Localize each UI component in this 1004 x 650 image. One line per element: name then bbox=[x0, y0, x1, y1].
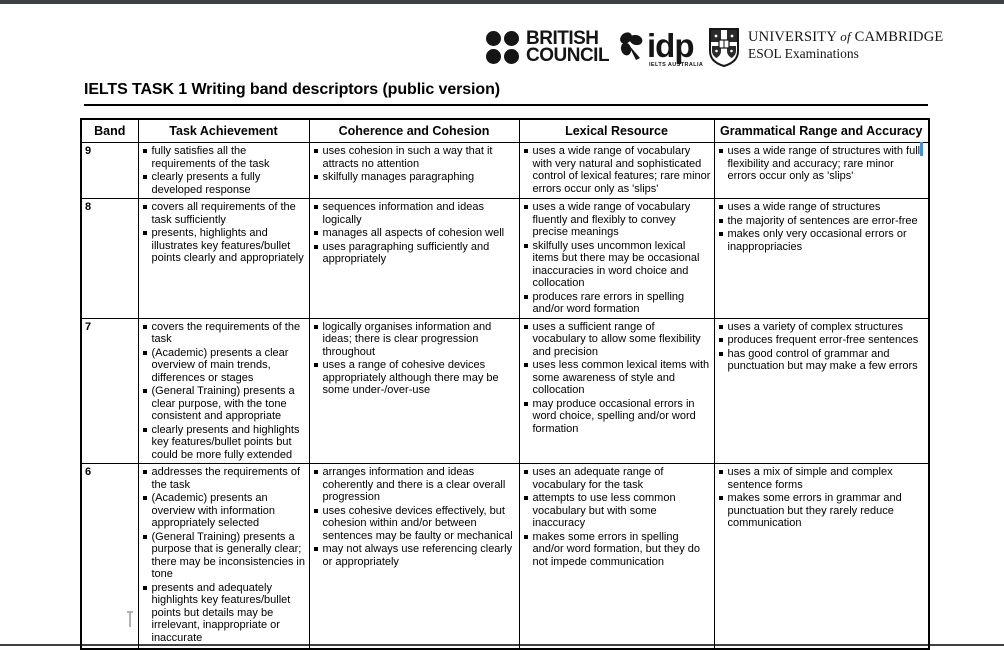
descriptor-bullet: logically organises information and ideas; there is clear progression throughout bbox=[313, 321, 516, 359]
window-top-edge bbox=[0, 0, 1004, 4]
descriptor-cell bbox=[138, 199, 309, 319]
descriptor-list bbox=[142, 321, 306, 462]
descriptor-cell bbox=[138, 318, 309, 464]
descriptor-list bbox=[313, 321, 516, 397]
descriptor-cell bbox=[138, 464, 309, 649]
cambridge-esol-text: ESOL Examinations bbox=[748, 46, 859, 61]
descriptor-bullet: the majority of sentences are error-free bbox=[718, 215, 926, 228]
descriptor-list bbox=[142, 466, 306, 644]
table-row bbox=[81, 199, 929, 319]
descriptor-bullet: attempts to use less common vocabulary but with some inaccuracy bbox=[523, 492, 711, 530]
descriptor-bullet: uses an adequate range of vocabulary for the task bbox=[523, 466, 711, 491]
descriptor-bullet: covers all requirements of the task sufficiently bbox=[142, 201, 306, 226]
descriptor-bullet: presents, highlights and illustrates key features/bullet points clearly and appropriately bbox=[142, 227, 306, 265]
band-score: 9 bbox=[81, 143, 138, 199]
descriptor-list bbox=[313, 466, 516, 568]
descriptor-cell bbox=[714, 143, 929, 199]
descriptor-bullet: uses a variety of complex structures bbox=[718, 321, 926, 334]
descriptor-bullet: uses a wide range of structures with full flexibility and accuracy; rare minor errors occur only as 'slips' bbox=[718, 145, 926, 183]
descriptor-cell bbox=[309, 143, 519, 199]
table-row bbox=[81, 464, 929, 649]
descriptor-list bbox=[718, 145, 926, 183]
cambridge-cambridge-text: CAMBRIDGE bbox=[854, 29, 944, 45]
descriptor-list bbox=[523, 145, 711, 195]
cambridge-esol-logo bbox=[709, 28, 943, 72]
descriptor-list bbox=[718, 201, 926, 253]
descriptor-list bbox=[523, 201, 711, 316]
header-grammatical-range: Grammatical Range and Accuracy bbox=[714, 119, 929, 143]
cambridge-wordmark bbox=[748, 28, 943, 61]
british-council-dots-icon bbox=[486, 31, 519, 64]
descriptor-bullet: (General Training) presents a clear purpose, with the tone consistent and appropriate bbox=[142, 385, 306, 423]
descriptor-bullet: clearly presents and highlights key features/bullet points but could be more fully extended bbox=[142, 424, 306, 462]
descriptor-bullet: makes some errors in spelling and/or word formation, but they do not impede communication bbox=[523, 531, 711, 569]
header-lexical-resource: Lexical Resource bbox=[519, 119, 714, 143]
descriptor-bullet: uses a wide range of vocabulary with very natural and sophisticated control of lexical features; rare minor errors occur only as 'slips' bbox=[523, 145, 711, 195]
descriptor-cell bbox=[138, 143, 309, 199]
descriptor-cell bbox=[309, 318, 519, 464]
title-underline bbox=[84, 104, 928, 106]
cambridge-of-text: of bbox=[840, 29, 851, 44]
band-descriptors-table bbox=[80, 118, 930, 650]
table-row bbox=[81, 143, 929, 199]
british-council-logo bbox=[486, 30, 609, 64]
descriptor-bullet: sequences information and ideas logically bbox=[313, 201, 516, 226]
descriptor-bullet: uses cohesion in such a way that it attracts no attention bbox=[313, 145, 516, 170]
descriptor-bullet: uses a wide range of structures bbox=[718, 201, 926, 214]
descriptor-bullet: addresses the requirements of the task bbox=[142, 466, 306, 491]
descriptor-bullet: may not always use referencing clearly or appropriately bbox=[313, 543, 516, 568]
descriptor-bullet: uses paragraphing sufficiently and appropriately bbox=[313, 241, 516, 266]
descriptor-bullet: manages all aspects of cohesion well bbox=[313, 227, 516, 240]
descriptor-bullet: (Academic) presents an overview with information appropriately selected bbox=[142, 492, 306, 530]
descriptor-cell bbox=[714, 199, 929, 319]
descriptor-cell bbox=[519, 143, 714, 199]
descriptor-cell bbox=[519, 464, 714, 649]
descriptor-bullet: uses a range of cohesive devices appropriately although there may be some under-/over-use bbox=[313, 359, 516, 397]
descriptor-bullet: makes some errors in grammar and punctuation but they rarely reduce communication bbox=[718, 492, 926, 530]
cambridge-university-text: UNIVERSITY bbox=[748, 29, 837, 45]
descriptor-cell bbox=[309, 464, 519, 649]
descriptor-bullet: uses less common lexical items with some awareness of style and collocation bbox=[523, 359, 711, 397]
descriptor-bullet: presents and adequately highlights key features/bullet points but details may be irrelevant, inappropriate or inaccurate bbox=[142, 582, 306, 645]
descriptor-bullet: skilfully uses uncommon lexical items but there may be occasional inaccuracies in word choice and collocation bbox=[523, 240, 711, 290]
descriptor-cell bbox=[519, 318, 714, 464]
descriptor-list bbox=[142, 145, 306, 196]
band-score: 8 bbox=[81, 199, 138, 319]
header-band: Band bbox=[81, 119, 138, 143]
descriptor-bullet: makes only very occasional errors or inappropriacies bbox=[718, 228, 926, 253]
idp-wordmark: idp bbox=[647, 27, 694, 64]
page-title: IELTS TASK 1 Writing band descriptors (public version) bbox=[84, 81, 500, 98]
british-council-line1: BRITISH bbox=[526, 28, 599, 49]
cambridge-shield-icon bbox=[709, 28, 739, 72]
descriptor-bullet: produces frequent error-free sentences bbox=[718, 334, 926, 347]
descriptor-bullet: produces rare errors in spelling and/or word formation bbox=[523, 291, 711, 316]
table-row bbox=[81, 318, 929, 464]
descriptor-bullet: has good control of grammar and punctuation but may make a few errors bbox=[718, 348, 926, 373]
band-score: 6 bbox=[81, 464, 138, 649]
descriptor-bullet: skilfully manages paragraphing bbox=[313, 171, 516, 184]
descriptor-bullet: may produce occasional errors in word choice, spelling and/or word formation bbox=[523, 398, 711, 436]
idp-logo bbox=[618, 27, 704, 68]
descriptor-bullet: (Academic) presents a clear overview of main trends, differences or stages bbox=[142, 347, 306, 385]
descriptor-bullet: uses a sufficient range of vocabulary to allow some flexibility and precision bbox=[523, 321, 711, 359]
descriptor-bullet: uses a wide range of vocabulary fluently and flexibly to convey precise meanings bbox=[523, 201, 711, 239]
descriptor-list bbox=[313, 145, 516, 184]
descriptor-bullet: uses cohesive devices effectively, but cohesion within and/or between sentences may be faulty or mechanical bbox=[313, 505, 516, 543]
descriptor-cell bbox=[519, 199, 714, 319]
descriptor-list bbox=[523, 466, 711, 568]
descriptor-cell bbox=[309, 199, 519, 319]
descriptor-bullet: clearly presents a fully developed response bbox=[142, 171, 306, 196]
descriptor-bullet: covers the requirements of the task bbox=[142, 321, 306, 346]
descriptor-bullet: fully satisfies all the requirements of the task bbox=[142, 145, 306, 170]
idp-shamrock-icon bbox=[618, 31, 645, 67]
header-task-achievement: Task Achievement bbox=[138, 119, 309, 143]
descriptor-list bbox=[313, 201, 516, 266]
descriptor-list bbox=[718, 466, 926, 530]
descriptor-cell bbox=[714, 318, 929, 464]
british-council-line2: COUNCIL bbox=[526, 45, 610, 66]
table-header-row bbox=[81, 119, 929, 143]
descriptor-bullet: arranges information and ideas coherently and there is a clear overall progression bbox=[313, 466, 516, 504]
british-council-wordmark bbox=[526, 30, 609, 64]
descriptor-cell bbox=[714, 464, 929, 649]
header-coherence-cohesion: Coherence and Cohesion bbox=[309, 119, 519, 143]
descriptor-list bbox=[142, 201, 306, 265]
descriptor-bullet: uses a mix of simple and complex sentence forms bbox=[718, 466, 926, 491]
idp-tagline: IELTS AUSTRALIA bbox=[649, 62, 704, 68]
descriptor-list bbox=[718, 321, 926, 373]
descriptor-list bbox=[523, 321, 711, 436]
table-body bbox=[81, 143, 929, 649]
descriptor-bullet: (General Training) presents a purpose that is generally clear; there may be inconsistencies in tone bbox=[142, 531, 306, 581]
ibeam-cursor bbox=[129, 611, 131, 627]
band-score: 7 bbox=[81, 318, 138, 464]
text-caret bbox=[920, 142, 923, 156]
